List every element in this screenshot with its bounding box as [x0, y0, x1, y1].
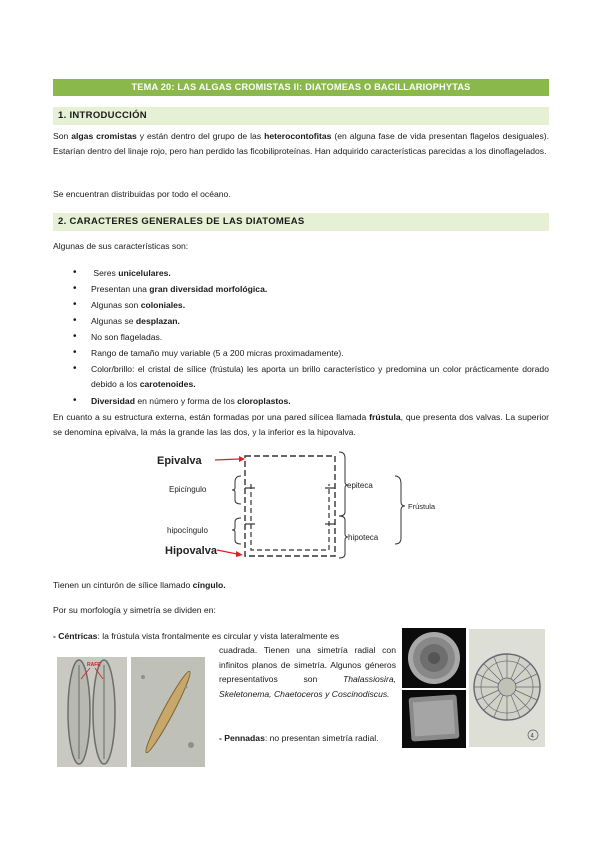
morphology-paragraph: Por su morfología y simetría se dividen en:: [53, 605, 216, 615]
hipocingulo-label: hipocíngulo: [167, 526, 208, 535]
centricas-line: - Céntricas: la frústula vista frontalmente es circular y vista lateralmente es: [53, 631, 340, 641]
document-page: TEMA 20: LAS ALGAS CROMISTAS II: DIATOMEAS O BACILLARIOPHYTAS 1. INTRODUCCIÓN Son algas cromistas y están dentro del grupo de las heterocontofitas (en alguna fase de vida presentan flagelos desiguales). Estarían dentro del linaje rojo, pero han perdido las ficobiliproteínas. Han adquirido características parecidas a los dinoflagelados. Se encuentran distribuidas por todo el océano. 2. CARACTERES GENERALES DE LAS DIATOMEAS Algunas de sus características son: • Seres unicelulares. • Presentan una gran diversidad morfológica. • Algunas son coloniales. • Algunas se desplazan. • No son flageladas. • Rango de tamaño muy variable (5 a 200 micras proximadamente). • Color/brillo: el cristal de sílice (frústula) les aporta un brillo característico y predomina un color prácticamente dorado debido a los carotenoides. • Diversidad en número y forma de los cloroplastos. En cuanto a su estructura externa, están formadas por una pared silícea llamada frústula, que presenta dos valvas. La superior se denomina epivalva, la más la grande las las dos, y la inferior es la hipovalva. Epivalva Epicíngulo hipocíngulo Hipovalva epiteca hipoteca Frústula Tienen un cinturón de sílice llamado cíngulo. Por su morfología y simetría se dividen en: - Céntricas: la frústula vista frontalmente es circular y vista lateralmente es cuadrada. Tienen una simetría radial con infinitos planos de simetría. Algunos géneros representativos son Thalassiosira, Skeletonema, Chaetoceros y Coscinodiscus. - Pennadas: no presentan simetría radial. RAFE 4: [0, 0, 599, 848]
pennate-diatom-micrograph: [131, 657, 205, 767]
hipoteca-label: hipoteca: [348, 533, 379, 542]
hipovalva-label: Hipovalva: [165, 545, 217, 557]
intro-paragraph: Son algas cromistas y están dentro del grupo de las heterocontofitas (en alguna fase de vida presentan flagelos desiguales). Estarían dentro del linaje rojo, pero han perdido las ficobiliproteínas. Han adquirido características parecidas a los dinoflagelados.: [53, 131, 549, 156]
section-heading-intro: 1. INTRODUCCIÓN: [53, 107, 549, 125]
distribution-paragraph: Se encuentran distribuidas por todo el océano.: [53, 189, 231, 199]
epicingulo-label: Epicíngulo: [169, 485, 207, 494]
centric-diatom-sem: [402, 628, 466, 748]
cingulo-paragraph: Tienen un cinturón de sílice llamado cíngulo.: [53, 580, 226, 590]
centricas-paragraph: cuadrada. Tienen una simetría radial con infinitos planos de simetría. Algunos géneros representativos son Thalassiosira, Skeletonema, Chaetoceros y Coscinodiscus.: [219, 645, 396, 699]
characteristics-intro: Algunas de sus características son:: [53, 241, 189, 251]
centric-diatom-micrograph: [469, 629, 545, 747]
frustule-diagram: [155, 446, 445, 571]
structure-paragraph: En cuanto a su estructura externa, están formadas por una pared silícea llamada frústula, que presenta dos valvas. La superior se denomina epivalva, la más la grande las las dos, y la inferior es la hipovalva.: [53, 412, 549, 437]
micrograph-number: 4: [530, 733, 534, 740]
title-banner: TEMA 20: LAS ALGAS CROMISTAS II: DIATOMEAS O BACILLARIOPHYTAS: [53, 79, 549, 96]
frustula-label: Frústula: [408, 502, 436, 511]
rafe-label: RAFE: [87, 662, 101, 668]
epiteca-label: epiteca: [347, 481, 373, 490]
pennadas-paragraph: - Pennadas: no presentan simetría radial.: [219, 733, 379, 743]
pennate-diatom-photo: [57, 657, 127, 767]
epivalva-label: Epivalva: [157, 455, 202, 467]
section-heading-caracteres: 2. CARACTERES GENERALES DE LAS DIATOMEAS: [53, 213, 549, 231]
